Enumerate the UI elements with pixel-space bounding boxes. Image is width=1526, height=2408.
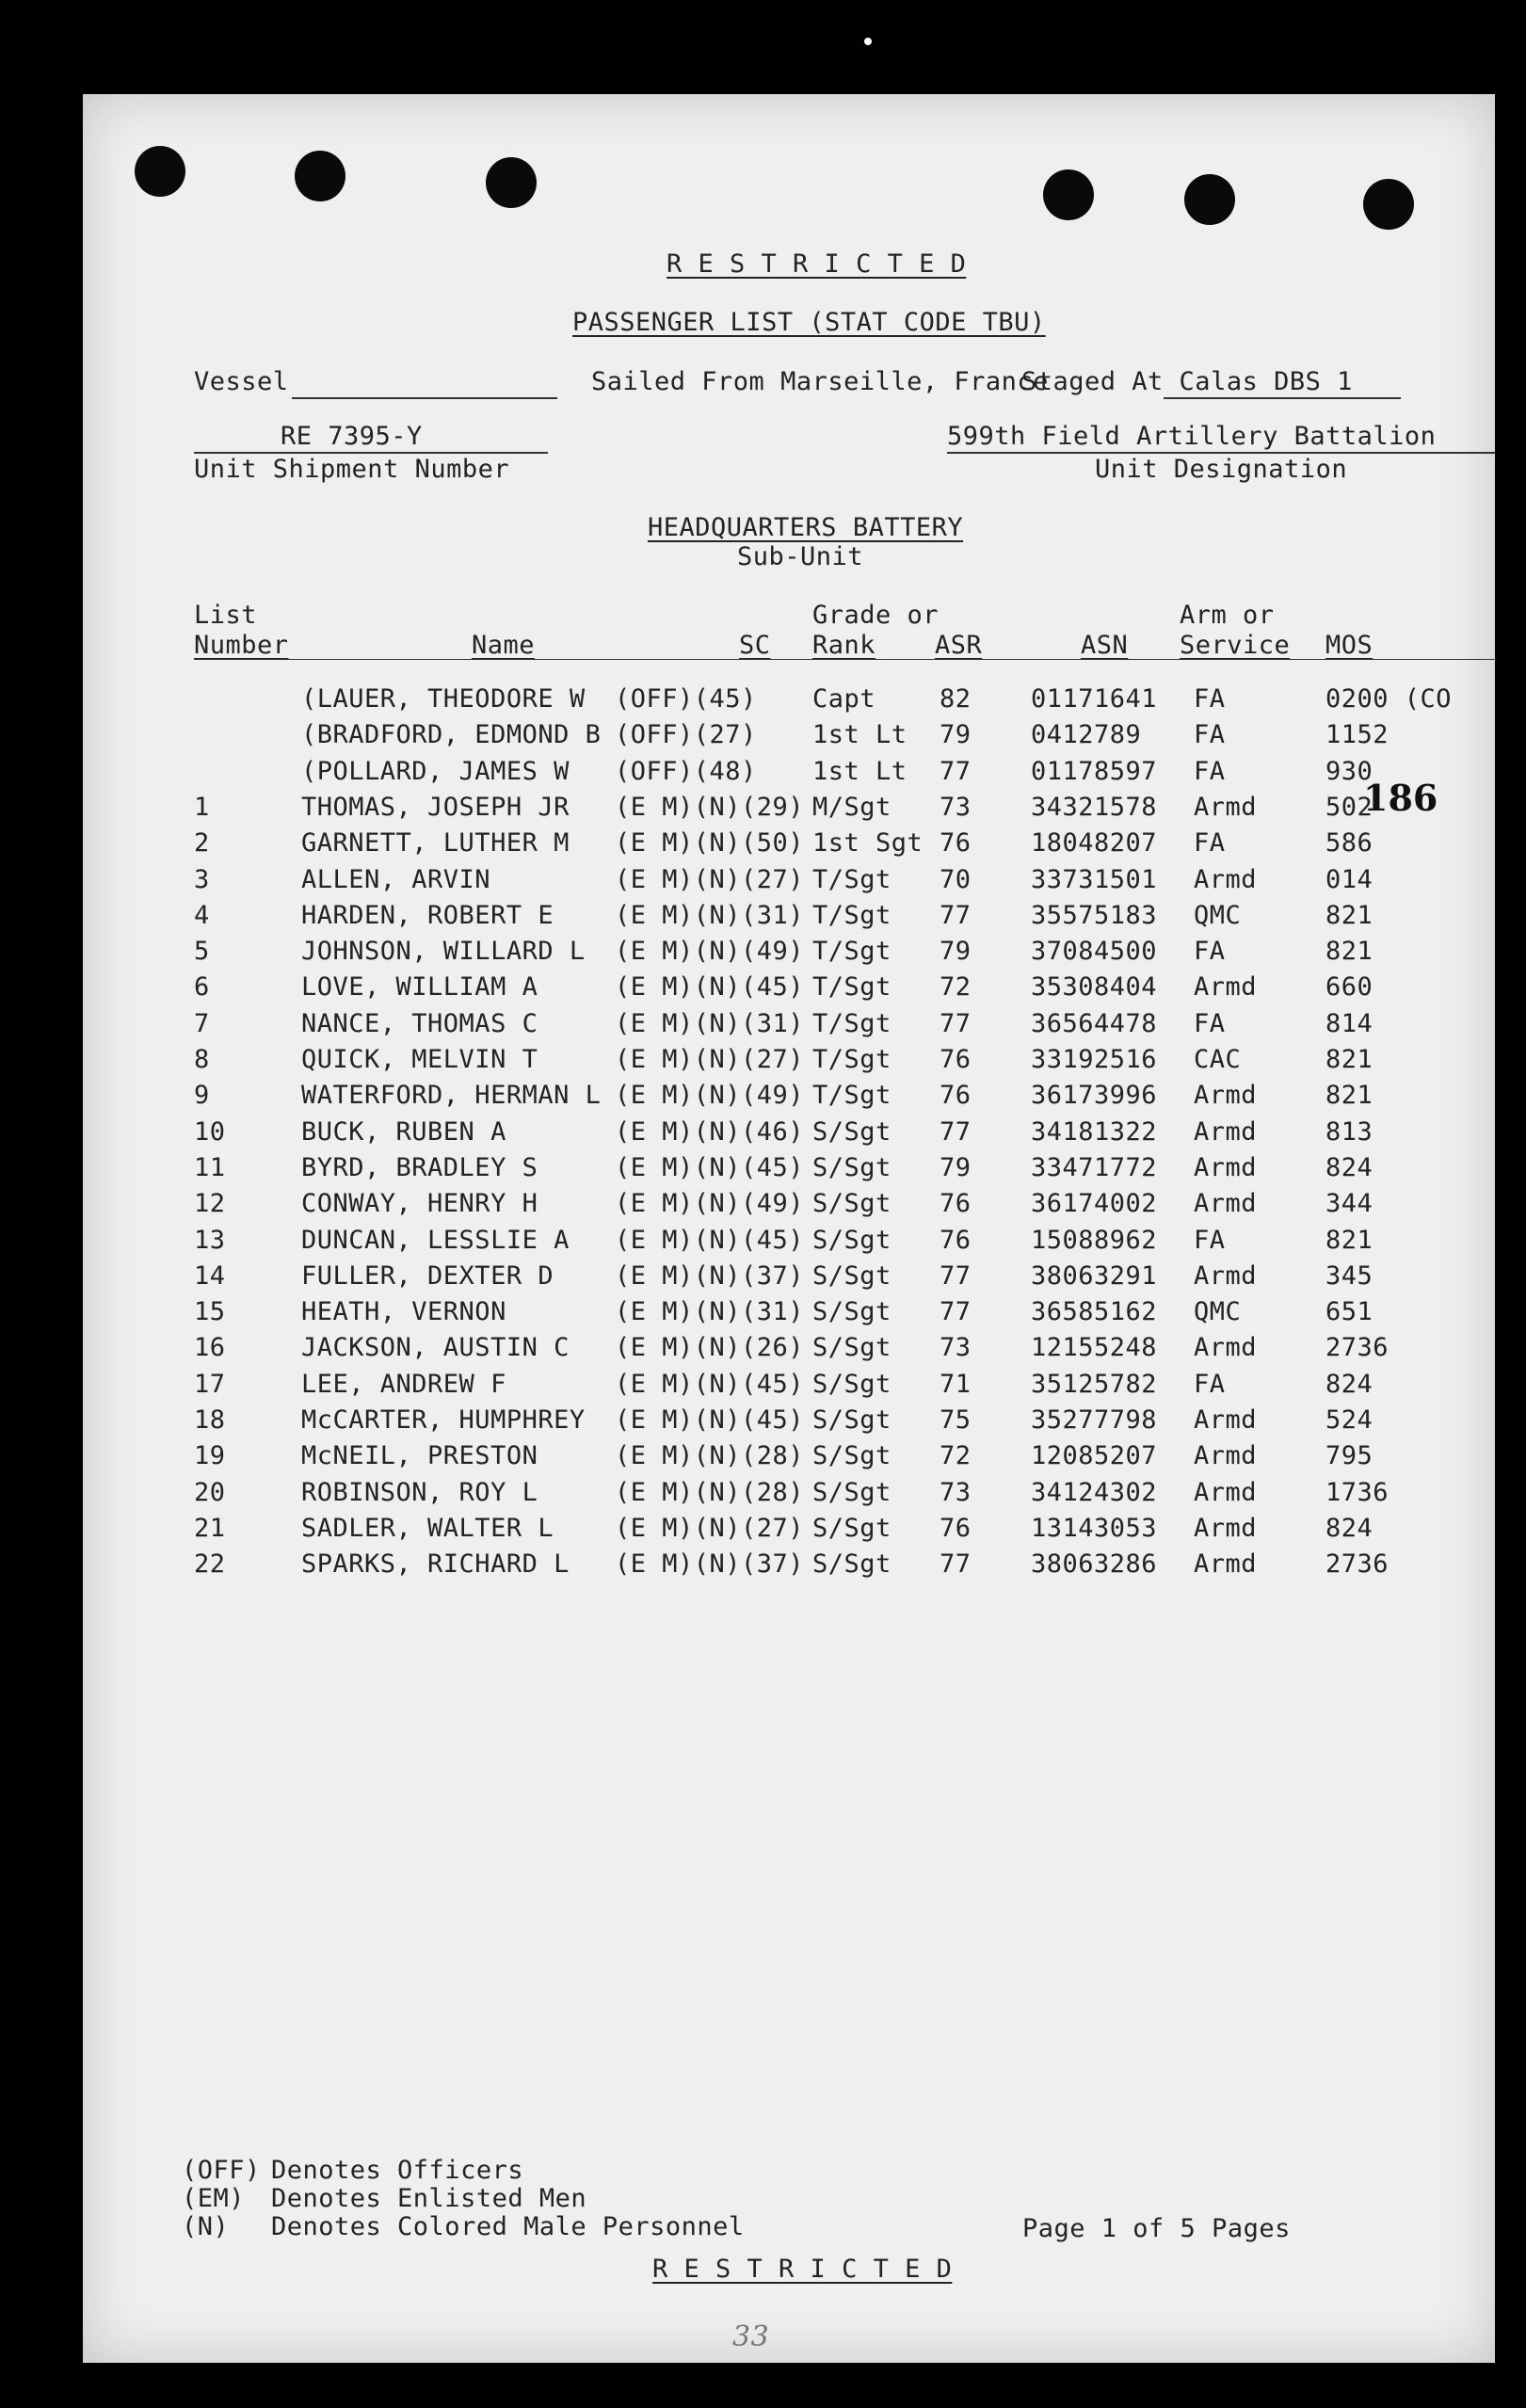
arm-cell: Armd (1194, 864, 1258, 894)
name-cell: NANCE, THOMAS C (301, 1008, 538, 1038)
mos-cell: 930 (1325, 756, 1373, 786)
arm-cell: Armd (1194, 1152, 1258, 1182)
sc-cell: (OFF)(45) (615, 684, 757, 714)
document-title: PASSENGER LIST (STAT CODE TBU) (572, 308, 1046, 337)
asr-cell: 72 (940, 972, 972, 1003)
table-row (83, 1514, 1495, 1551)
list-number-cell: 6 (194, 972, 210, 1003)
sc-cell: (E M)(N)(31) (615, 900, 805, 930)
asr-cell: 76 (940, 828, 972, 859)
mos-cell: 524 (1325, 1405, 1373, 1435)
name-cell: McCARTER, HUMPHREY (301, 1405, 586, 1435)
rank-cell: T/Sgt (812, 900, 892, 930)
name-cell: CONWAY, HENRY H (301, 1189, 538, 1219)
name-cell: JOHNSON, WILLARD L (301, 937, 586, 967)
sc-cell: (E M)(N)(49) (615, 1189, 805, 1219)
asr-cell: 79 (940, 1152, 972, 1182)
list-number-cell: 2 (194, 828, 210, 859)
name-cell: SADLER, WALTER L (301, 1513, 554, 1543)
rank-cell: S/Sgt (812, 1225, 892, 1255)
asr-cell: 77 (940, 1297, 972, 1327)
sc-cell: (E M)(N)(45) (615, 1152, 805, 1182)
rank-cell: Capt (812, 684, 876, 714)
punch-hole (135, 146, 185, 197)
handwritten-page-number: 33 (732, 2320, 770, 2353)
asn-cell: 12085207 (1031, 1441, 1158, 1471)
vessel-label: Vessel (194, 367, 289, 396)
rank-cell: 1st Lt (812, 720, 908, 750)
name-cell: BYRD, BRADLEY S (301, 1152, 538, 1182)
arm-cell: QMC (1194, 1297, 1242, 1327)
mos-cell: 344 (1325, 1189, 1373, 1219)
arm-cell: Armd (1194, 1081, 1258, 1111)
table-row (83, 1370, 1495, 1407)
asr-cell: 71 (940, 1369, 972, 1399)
name-cell: HARDEN, ROBERT E (301, 900, 554, 930)
sailed-from: Sailed From Marseille, France (591, 367, 1049, 396)
arm-cell: FA (1194, 1008, 1226, 1038)
arm-cell: FA (1194, 1369, 1226, 1399)
asn-cell: 35277798 (1031, 1405, 1158, 1435)
name-cell: LOVE, WILLIAM A (301, 972, 538, 1003)
col-asn: ASN (1081, 631, 1129, 660)
sc-cell: (E M)(N)(31) (615, 1008, 805, 1038)
mos-cell: 824 (1325, 1513, 1373, 1543)
rank-cell: S/Sgt (812, 1549, 892, 1580)
rank-cell: S/Sgt (812, 1116, 892, 1147)
list-number-cell: 18 (194, 1405, 226, 1435)
col-rank: Rank (812, 631, 876, 660)
rank-cell: T/Sgt (812, 1081, 892, 1111)
asr-cell: 77 (940, 1260, 972, 1291)
rank-cell: S/Sgt (812, 1405, 892, 1435)
arm-cell: Armd (1194, 972, 1258, 1003)
table-row (83, 828, 1495, 866)
col-arm: Arm or (1180, 601, 1275, 630)
asr-cell: 77 (940, 756, 972, 786)
asn-cell: 12155248 (1031, 1333, 1158, 1363)
mos-cell: 586 (1325, 828, 1373, 859)
asr-cell: 73 (940, 1477, 972, 1507)
asn-cell: 34321578 (1031, 792, 1158, 822)
name-cell: (POLLARD, JAMES W (301, 756, 570, 786)
sc-cell: (OFF)(48) (615, 756, 757, 786)
table-row (83, 1009, 1495, 1047)
asr-cell: 77 (940, 1116, 972, 1147)
asn-cell: 37084500 (1031, 937, 1158, 967)
list-number-cell: 17 (194, 1369, 226, 1399)
arm-cell: FA (1194, 937, 1226, 967)
table-row (83, 937, 1495, 974)
list-number-cell: 9 (194, 1081, 210, 1111)
mos-cell: 2736 (1325, 1549, 1389, 1580)
sc-cell: (E M)(N)(27) (615, 864, 805, 894)
name-cell: (LAUER, THEODORE W (301, 684, 586, 714)
mos-cell: 824 (1325, 1152, 1373, 1182)
col-service: Service (1180, 631, 1291, 660)
page-info: Page 1 of 5 Pages (1022, 2214, 1291, 2243)
asr-cell: 73 (940, 792, 972, 822)
asr-cell: 79 (940, 720, 972, 750)
arm-cell: Armd (1194, 1513, 1258, 1543)
asr-cell: 76 (940, 1081, 972, 1111)
document-page (83, 94, 1495, 2363)
legend-text: Denotes Enlisted Men (271, 2184, 587, 2213)
unit-designation-underline (947, 452, 1495, 454)
name-cell: QUICK, MELVIN T (301, 1045, 538, 1074)
stamped-number: 186 (1363, 777, 1438, 819)
sc-cell: (E M)(N)(28) (615, 1441, 805, 1471)
list-number-cell: 12 (194, 1189, 226, 1219)
rank-cell: T/Sgt (812, 972, 892, 1003)
header-rule (194, 659, 1495, 660)
col-asr: ASR (935, 631, 983, 660)
asr-cell: 77 (940, 1008, 972, 1038)
list-number-cell: 1 (194, 792, 210, 822)
asn-cell: 0412789 (1031, 720, 1142, 750)
asn-cell: 36564478 (1031, 1008, 1158, 1038)
table-row (83, 1226, 1495, 1263)
mos-cell: 660 (1325, 972, 1373, 1003)
punch-hole (1043, 169, 1094, 220)
film-mark (864, 38, 872, 45)
arm-cell: FA (1194, 1225, 1226, 1255)
asn-cell: 33471772 (1031, 1152, 1158, 1182)
asr-cell: 79 (940, 937, 972, 967)
col-mos: MOS (1325, 631, 1373, 660)
table-row (83, 1045, 1495, 1083)
name-cell: BUCK, RUBEN A (301, 1116, 506, 1147)
rank-cell: T/Sgt (812, 864, 892, 894)
asn-cell: 01178597 (1031, 756, 1158, 786)
list-number-cell: 3 (194, 864, 210, 894)
table-row (83, 720, 1495, 758)
list-number-cell: 20 (194, 1477, 226, 1507)
punch-hole (295, 151, 345, 201)
asr-cell: 82 (940, 684, 972, 714)
rank-cell: S/Sgt (812, 1260, 892, 1291)
arm-cell: CAC (1194, 1045, 1242, 1074)
table-row (83, 1333, 1495, 1371)
asn-cell: 33192516 (1031, 1045, 1158, 1074)
table-row (83, 684, 1495, 722)
asr-cell: 77 (940, 1549, 972, 1580)
asn-cell: 36585162 (1031, 1297, 1158, 1327)
asr-cell: 76 (940, 1513, 972, 1543)
unit-shipment-number: RE 7395-Y (281, 422, 423, 451)
table-row (83, 1549, 1495, 1587)
legend-text: Denotes Officers (271, 2156, 524, 2185)
name-cell: SPARKS, RICHARD L (301, 1549, 570, 1580)
legend-code: (OFF) (182, 2156, 261, 2185)
unit-shipment-label: Unit Shipment Number (194, 455, 510, 484)
sc-cell: (E M)(N)(37) (615, 1260, 805, 1291)
arm-cell: QMC (1194, 900, 1242, 930)
list-number-cell: 19 (194, 1441, 226, 1471)
list-number-cell: 5 (194, 937, 210, 967)
rank-cell: S/Sgt (812, 1441, 892, 1471)
table-row (83, 1153, 1495, 1191)
name-cell: FULLER, DEXTER D (301, 1260, 554, 1291)
rank-cell: 1st Sgt (812, 828, 924, 859)
staged-underline (1164, 397, 1401, 399)
list-number-cell: 13 (194, 1225, 226, 1255)
table-row (83, 1478, 1495, 1516)
asn-cell: 15088962 (1031, 1225, 1158, 1255)
list-number-cell: 8 (194, 1045, 210, 1074)
col-list-number: List (194, 601, 258, 630)
unit-designation: 599th Field Artillery Battalion (947, 422, 1437, 451)
sc-cell: (E M)(N)(45) (615, 1405, 805, 1435)
rank-cell: S/Sgt (812, 1297, 892, 1327)
sc-cell: (E M)(N)(50) (615, 828, 805, 859)
sub-unit-label: Sub-Unit (737, 542, 864, 571)
asn-cell: 18048207 (1031, 828, 1158, 859)
rank-cell: S/Sgt (812, 1477, 892, 1507)
mos-cell: 821 (1325, 1045, 1373, 1074)
mos-cell: 795 (1325, 1441, 1373, 1471)
legend-text: Denotes Colored Male Personnel (271, 2212, 745, 2241)
sc-cell: (E M)(N)(26) (615, 1333, 805, 1363)
arm-cell: FA (1194, 756, 1226, 786)
table-row (83, 1441, 1495, 1479)
mos-cell: 502 (1325, 792, 1373, 822)
asn-cell: 36174002 (1031, 1189, 1158, 1219)
asn-cell: 35308404 (1031, 972, 1158, 1003)
arm-cell: Armd (1194, 1549, 1258, 1580)
sc-cell: (E M)(N)(27) (615, 1513, 805, 1543)
asn-cell: 13143053 (1031, 1513, 1158, 1543)
name-cell: THOMAS, JOSEPH JR (301, 792, 570, 822)
list-number-cell: 11 (194, 1152, 226, 1182)
restricted-header: R E S T R I C T E D (667, 249, 967, 279)
arm-cell: Armd (1194, 1260, 1258, 1291)
asn-cell: 33731501 (1031, 864, 1158, 894)
list-number-cell: 4 (194, 900, 210, 930)
name-cell: McNEIL, PRESTON (301, 1441, 538, 1471)
rank-cell: T/Sgt (812, 937, 892, 967)
mos-cell: 821 (1325, 937, 1373, 967)
mos-cell: 1152 (1325, 720, 1389, 750)
asr-cell: 72 (940, 1441, 972, 1471)
punch-hole (486, 157, 537, 208)
list-number-cell: 10 (194, 1116, 226, 1147)
asn-cell: 34181322 (1031, 1116, 1158, 1147)
asr-cell: 73 (940, 1333, 972, 1363)
arm-cell: Armd (1194, 1189, 1258, 1219)
name-cell: ALLEN, ARVIN (301, 864, 491, 894)
table-row (83, 1117, 1495, 1155)
mos-cell: 345 (1325, 1260, 1373, 1291)
name-cell: (BRADFORD, EDMOND B (301, 720, 602, 750)
name-cell: LEE, ANDREW F (301, 1369, 506, 1399)
asn-cell: 38063286 (1031, 1549, 1158, 1580)
asn-cell: 35575183 (1031, 900, 1158, 930)
table-row (83, 901, 1495, 939)
asr-cell: 76 (940, 1045, 972, 1074)
vessel-blank-line (292, 397, 557, 399)
table-row (83, 1405, 1495, 1443)
rank-cell: T/Sgt (812, 1008, 892, 1038)
name-cell: JACKSON, AUSTIN C (301, 1333, 570, 1363)
sc-cell: (E M)(N)(29) (615, 792, 805, 822)
arm-cell: Armd (1194, 792, 1258, 822)
table-row (83, 865, 1495, 903)
rank-cell: S/Sgt (812, 1369, 892, 1399)
col-list-number-2: Number (194, 631, 289, 660)
sc-cell: (E M)(N)(45) (615, 1369, 805, 1399)
list-number-cell: 7 (194, 1008, 210, 1038)
list-number-cell: 16 (194, 1333, 226, 1363)
list-number-cell: 15 (194, 1297, 226, 1327)
table-row (83, 1081, 1495, 1118)
arm-cell: Armd (1194, 1333, 1258, 1363)
unit-shipment-underline (194, 452, 548, 454)
arm-cell: FA (1194, 828, 1226, 859)
mos-cell: 814 (1325, 1008, 1373, 1038)
col-name: Name (472, 631, 536, 660)
mos-cell: 824 (1325, 1369, 1373, 1399)
asr-cell: 77 (940, 900, 972, 930)
table-row (83, 793, 1495, 830)
arm-cell: Armd (1194, 1441, 1258, 1471)
asn-cell: 35125782 (1031, 1369, 1158, 1399)
name-cell: DUNCAN, LESSLIE A (301, 1225, 570, 1255)
name-cell: GARNETT, LUTHER M (301, 828, 570, 859)
table-row (83, 757, 1495, 795)
rank-cell: T/Sgt (812, 1045, 892, 1074)
punch-hole (1184, 174, 1235, 225)
sc-cell: (E M)(N)(28) (615, 1477, 805, 1507)
arm-cell: Armd (1194, 1405, 1258, 1435)
name-cell: HEATH, VERNON (301, 1297, 506, 1327)
list-number-cell: 22 (194, 1549, 226, 1580)
sc-cell: (E M)(N)(31) (615, 1297, 805, 1327)
rank-cell: M/Sgt (812, 792, 892, 822)
asn-cell: 01171641 (1031, 684, 1158, 714)
sc-cell: (E M)(N)(27) (615, 1045, 805, 1074)
sc-cell: (E M)(N)(45) (615, 972, 805, 1003)
asn-cell: 36173996 (1031, 1081, 1158, 1111)
mos-cell: 014 (1325, 864, 1373, 894)
mos-cell: 813 (1325, 1116, 1373, 1147)
arm-cell: Armd (1194, 1477, 1258, 1507)
legend-code: (N) (182, 2212, 230, 2241)
mos-cell: 821 (1325, 900, 1373, 930)
sc-cell: (E M)(N)(49) (615, 1081, 805, 1111)
mos-cell: 821 (1325, 1081, 1373, 1111)
table-row (83, 1261, 1495, 1299)
name-cell: ROBINSON, ROY L (301, 1477, 538, 1507)
mos-cell: 0200 (CO (1325, 684, 1453, 714)
arm-cell: FA (1194, 684, 1226, 714)
asr-cell: 76 (940, 1225, 972, 1255)
rank-cell: 1st Lt (812, 756, 908, 786)
table-row (83, 972, 1495, 1010)
rank-cell: S/Sgt (812, 1333, 892, 1363)
sc-cell: (E M)(N)(46) (615, 1116, 805, 1147)
punch-hole (1363, 179, 1414, 230)
col-grade: Grade or (812, 601, 940, 630)
legend-code: (EM) (182, 2184, 246, 2213)
mos-cell: 1736 (1325, 1477, 1389, 1507)
sc-cell: (E M)(N)(49) (615, 937, 805, 967)
sc-cell: (OFF)(27) (615, 720, 757, 750)
mos-cell: 2736 (1325, 1333, 1389, 1363)
arm-cell: FA (1194, 720, 1226, 750)
asr-cell: 75 (940, 1405, 972, 1435)
asr-cell: 70 (940, 864, 972, 894)
rank-cell: S/Sgt (812, 1152, 892, 1182)
mos-cell: 651 (1325, 1297, 1373, 1327)
col-sc: SC (739, 631, 771, 660)
arm-cell: Armd (1194, 1116, 1258, 1147)
table-row (83, 1189, 1495, 1227)
sc-cell: (E M)(N)(45) (615, 1225, 805, 1255)
rank-cell: S/Sgt (812, 1513, 892, 1543)
asn-cell: 38063291 (1031, 1260, 1158, 1291)
asr-cell: 76 (940, 1189, 972, 1219)
name-cell: WATERFORD, HERMAN L (301, 1081, 602, 1111)
sub-unit: HEADQUARTERS BATTERY (648, 513, 964, 542)
rank-cell: S/Sgt (812, 1189, 892, 1219)
table-row (83, 1297, 1495, 1335)
mos-cell: 821 (1325, 1225, 1373, 1255)
sc-cell: (E M)(N)(37) (615, 1549, 805, 1580)
asn-cell: 34124302 (1031, 1477, 1158, 1507)
list-number-cell: 14 (194, 1260, 226, 1291)
restricted-footer: R E S T R I C T E D (652, 2255, 953, 2284)
staged-at: Staged At Calas DBS 1 (1021, 367, 1353, 396)
unit-designation-label: Unit Designation (1095, 455, 1348, 484)
list-number-cell: 21 (194, 1513, 226, 1543)
